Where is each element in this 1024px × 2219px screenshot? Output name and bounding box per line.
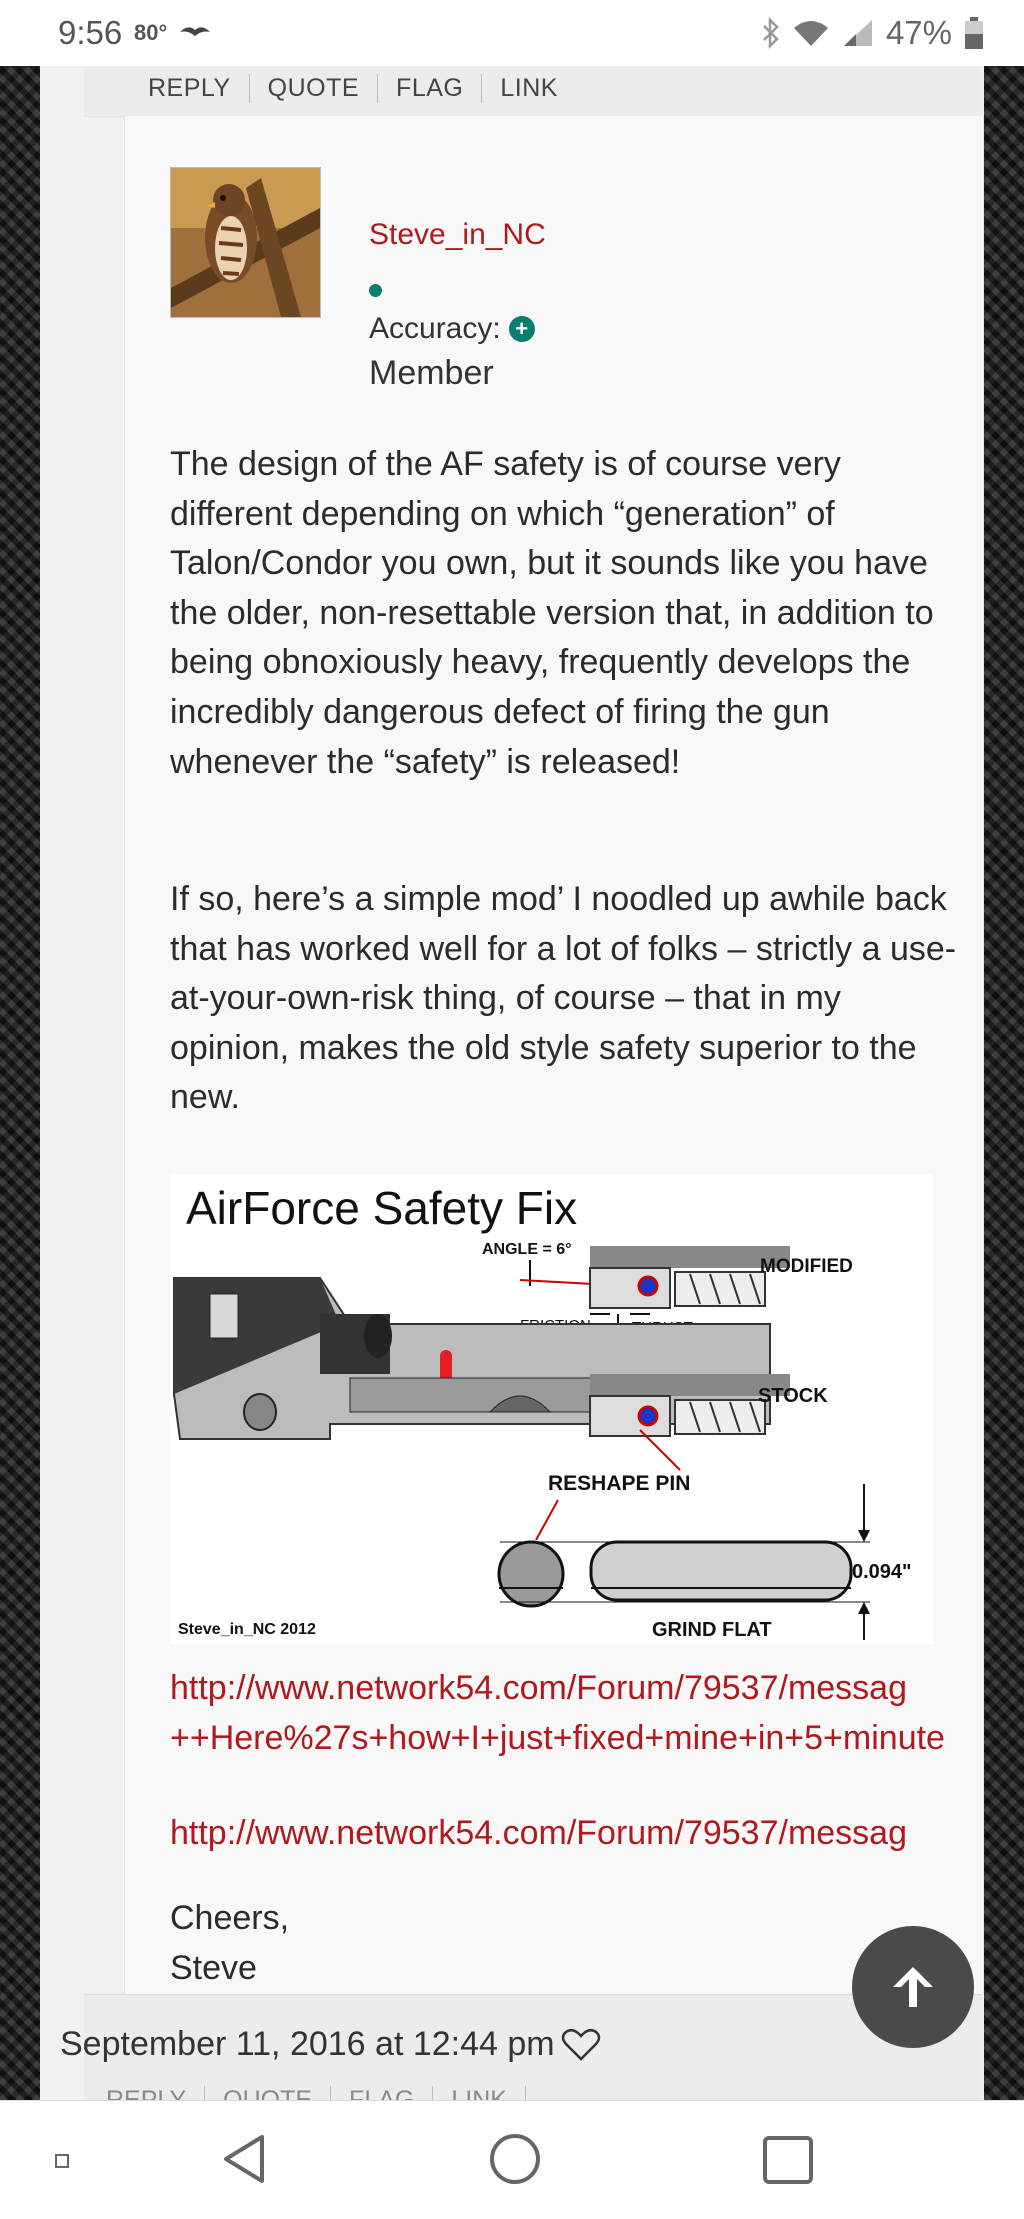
hawk-avatar-image [171,168,320,317]
bluetooth-icon [762,17,780,49]
back-icon[interactable] [220,2133,268,2185]
forum-thread [40,66,984,2100]
author-name-link[interactable]: Steve_in_NC [369,218,546,251]
heart-icon[interactable] [561,2028,601,2062]
signal-icon [842,18,874,48]
post-date: September 11, 2016 at 12:44 pm [60,2025,555,2063]
forum-post [124,116,984,1994]
post-paragraph-2: If so, here’s a simple mod’ I noodled up awhile back that has worked well for a lot of folks – strictly a use-at-your-own-risk thing, of course – that in my opinion, makes the old style safety superior to the new. [170,880,957,1117]
home-icon[interactable] [489,2133,541,2185]
system-navigation-bar [0,2100,1024,2219]
permalink-link[interactable]: LINK [500,74,558,102]
signature-line: Steve [170,1949,257,1987]
accuracy-row [369,312,535,346]
post-actions [148,74,576,103]
network54-link-2[interactable]: http://www.network54.com/Forum/79537/messag [170,1814,907,1852]
link1-line-2[interactable]: ++Here%27s+how+I+just+fixed+mine+in+5+minute [170,1718,945,1757]
previous-post-actions-bar [84,66,982,117]
status-bar [0,0,1024,66]
battery-percent: 47% [885,14,952,51]
battery-icon [964,17,984,49]
weather-bird-icon [178,22,212,42]
online-status-icon [369,284,382,297]
diagram-reshape-label: RESHAPE PIN [548,1472,691,1495]
post-paragraph-1: The design of the AF safety is of course very different depending on which “generation” of Talon/Condor you own, but it sounds like you have the older, non-resettable version that, in addition to being obnoxiously heavy, frequently develops the incredibly dangerous defect of firing the gun whenever the “safety” is released! [170,445,934,781]
author-role: Member [369,354,494,392]
safety-fix-diagram[interactable] [170,1174,933,1644]
scroll-to-top-button[interactable] [852,1926,974,2048]
status-time: 9:56 [58,14,123,51]
quote-link[interactable]: QUOTE [250,74,378,103]
diagram-modified-label: MODIFIED [760,1256,853,1277]
accuracy-label: Accuracy: [369,312,501,345]
diagram-dimension-label: 0.094" [852,1561,912,1583]
diagram-stock-label: STOCK [758,1385,828,1407]
network54-link-1[interactable] [170,1664,980,1763]
recents-icon[interactable] [762,2135,814,2185]
closing-line: Cheers, [170,1899,290,1937]
avatar[interactable] [170,167,321,318]
status-temperature: 80° [134,20,168,45]
arrow-up-icon [889,1963,937,2011]
diagram-credit: Steve_in_NC 2012 [178,1621,316,1638]
flag-link[interactable]: FLAG [378,74,482,103]
diagram-grind-label: GRIND FLAT [652,1619,772,1641]
reply-link[interactable]: REPLY [148,74,250,103]
next-post-date-row [60,2025,601,2064]
diagram-title: AirForce Safety Fix [186,1182,578,1234]
plus-icon[interactable]: + [509,316,535,342]
wifi-icon [792,18,830,48]
assistant-square-icon[interactable] [54,2153,70,2169]
diagram-angle-label: ANGLE = 6° [482,1241,572,1258]
link1-line-1[interactable]: http://www.network54.com/Forum/79537/messag [170,1669,907,1707]
